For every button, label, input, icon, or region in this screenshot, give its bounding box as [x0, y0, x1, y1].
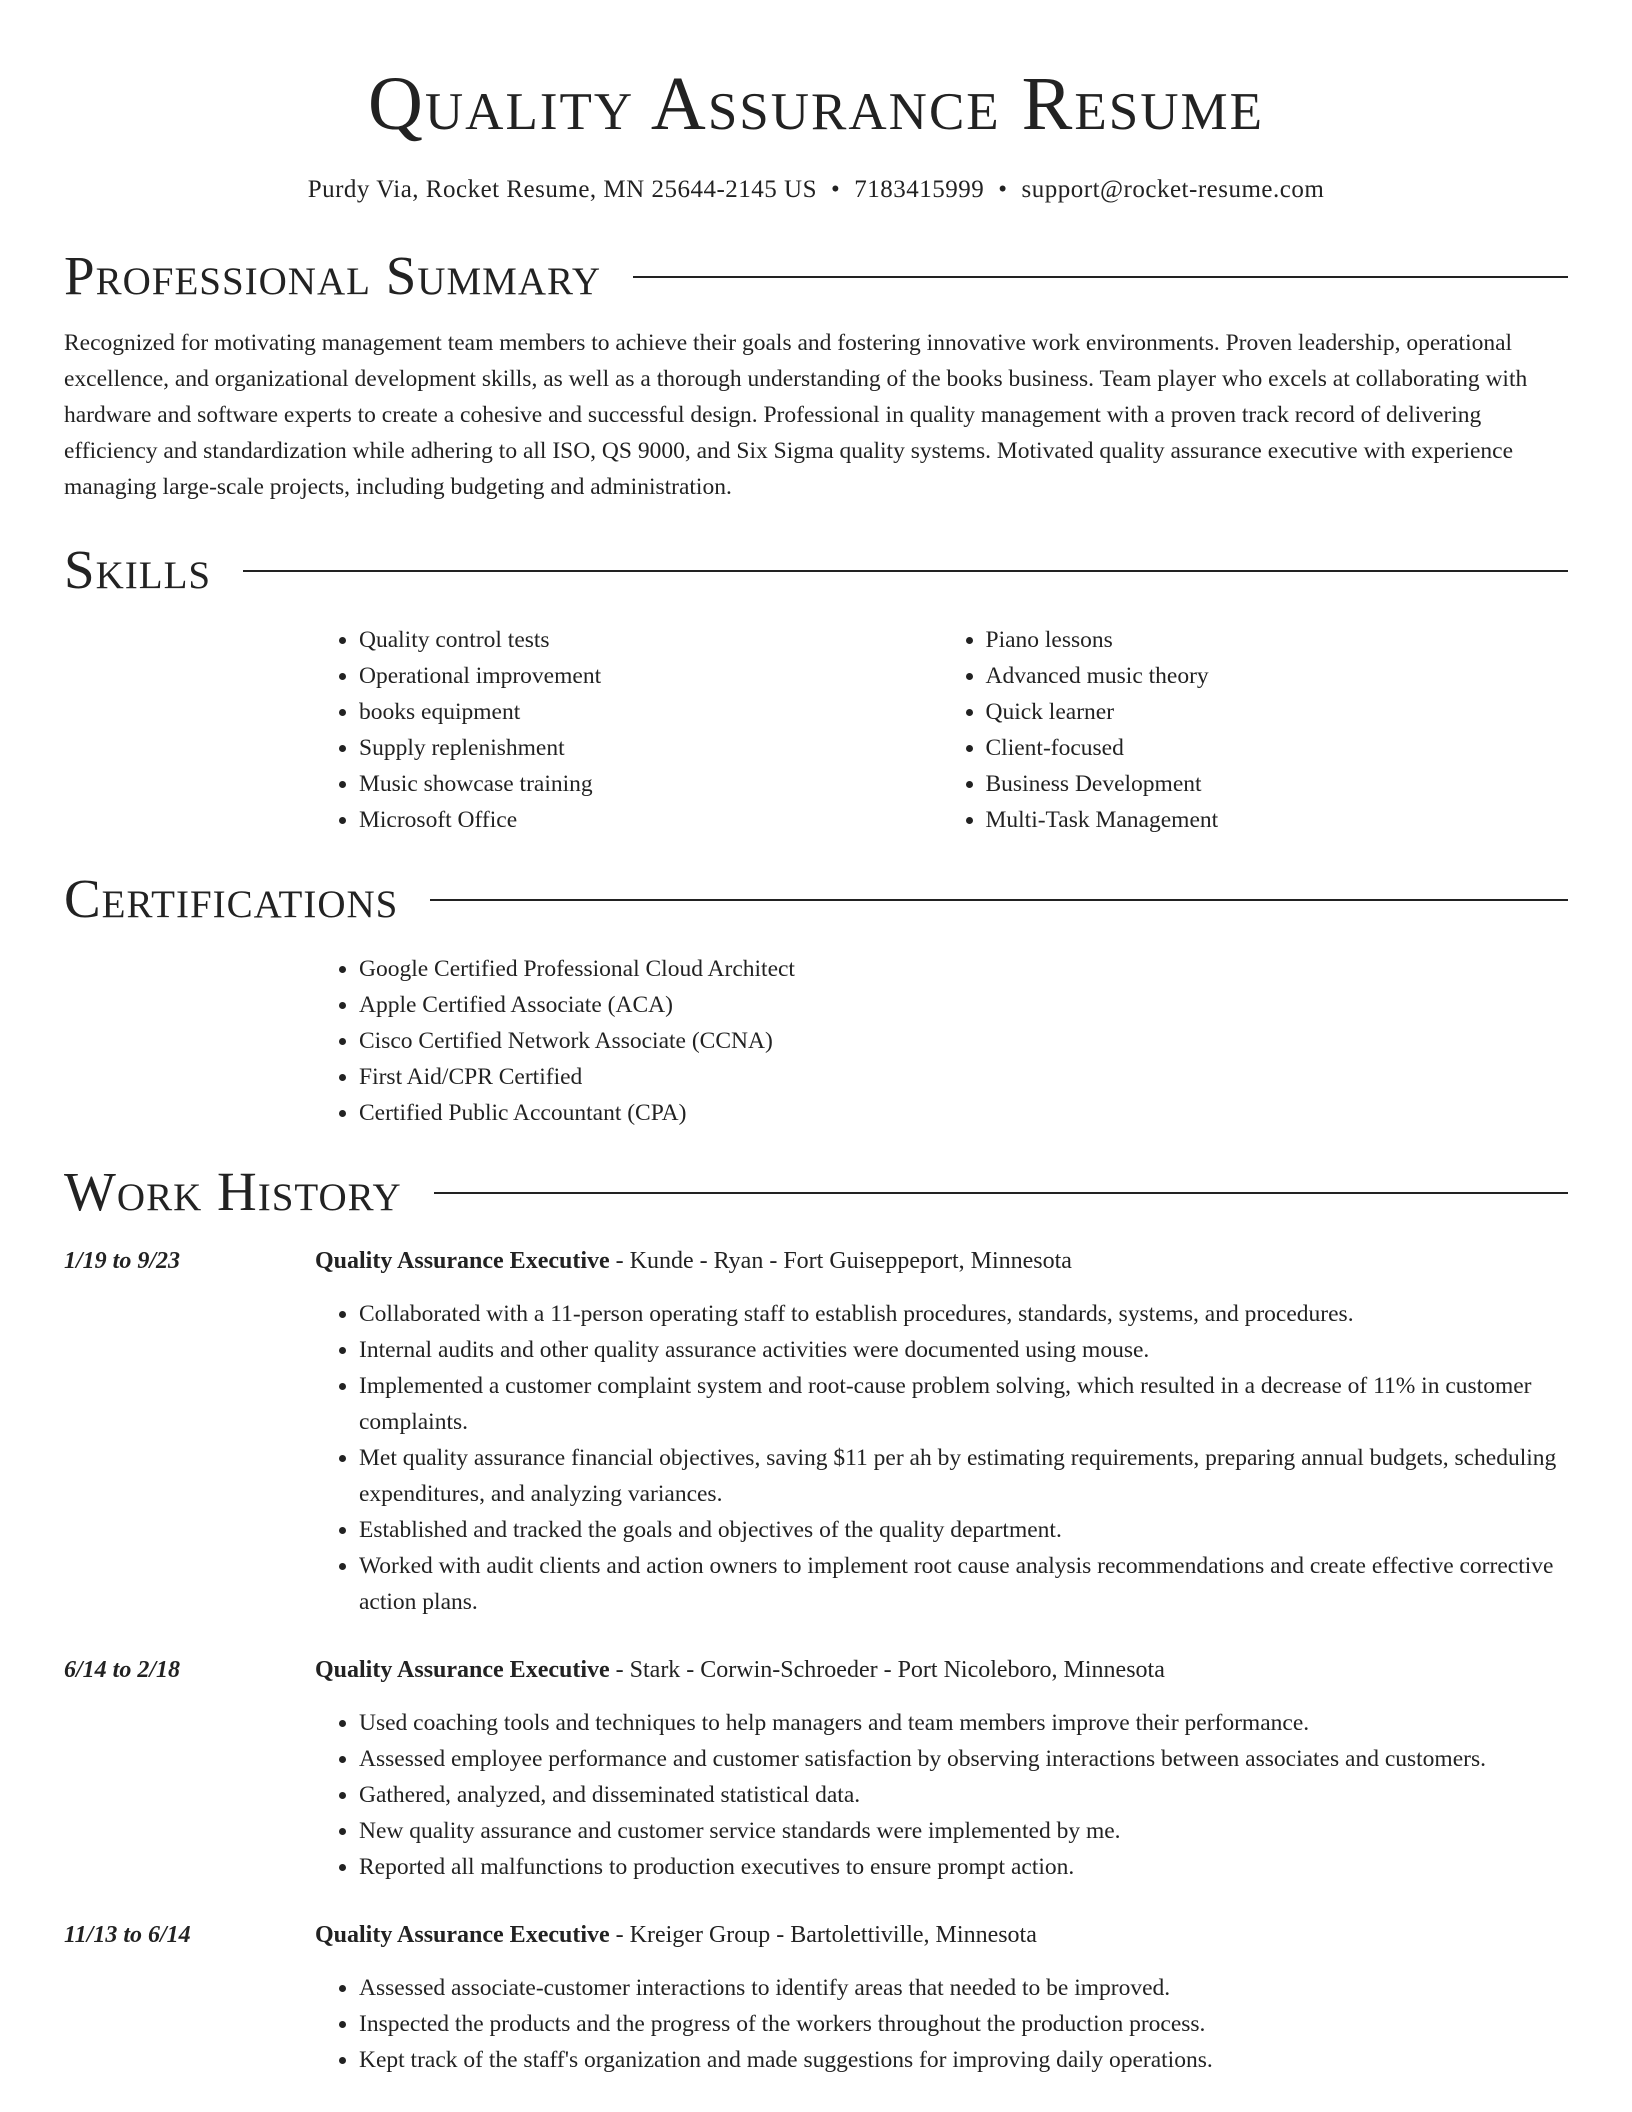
job-entry: [64, 1917, 1568, 2078]
job-bullet: • Inspected the products and the progress of the workers throughout the production process.: [359, 2006, 1568, 2042]
job-bullet: • Gathered, analyzed, and disseminated statistical data.: [359, 1777, 1568, 1813]
contact-address: Purdy Via, Rocket Resume, MN 25644-2145 US: [307, 176, 817, 203]
skills-list-left: [315, 622, 942, 838]
job-bullets: [315, 1296, 1568, 1620]
certifications-section-title: Certifications: [64, 868, 399, 929]
resume-page: [64, 0, 1568, 2078]
resume-title: Quality Assurance Resume: [368, 62, 1264, 146]
section-divider: [430, 899, 1568, 901]
section-divider: [243, 570, 1568, 572]
skills-columns: [315, 622, 1568, 838]
job-bullets: [315, 1705, 1568, 1885]
job-dates: 11/13 to 6/14: [64, 1922, 191, 1948]
job-entry: [64, 1243, 1568, 1620]
job-heading: [315, 1243, 1072, 1279]
summary-section-title: Professional Summary: [64, 245, 602, 306]
job-details: - Kreiger Group - Bartolettiville, Minnesota: [609, 1922, 1037, 1948]
job-bullet: • Assessed employee performance and customer satisfaction by observing interactions between associates and customers.: [359, 1741, 1568, 1777]
skill-item: • Piano lessons: [986, 622, 1569, 658]
job-bullet: • Met quality assurance financial objectives, saving $11 per ah by estimating requirements, preparing annual budgets, scheduling expenditures, and analyzing variances.: [359, 1440, 1568, 1512]
job-header-row: [64, 1917, 1568, 1953]
certification-item: • Cisco Certified Network Associate (CCNA): [359, 1023, 1568, 1059]
skill-item: • Quick learner: [986, 694, 1569, 730]
skills-list-right: [942, 622, 1569, 838]
job-heading: [315, 1917, 1037, 1953]
contact-phone: 7183415999: [854, 176, 985, 203]
work-section-title: Work History: [64, 1161, 402, 1222]
skill-item: • Microsoft Office: [359, 802, 942, 838]
job-bullet: • Reported all malfunctions to production executives to ensure prompt action.: [359, 1849, 1568, 1885]
summary-text: Recognized for motivating management team members to achieve their goals and fostering innovative work environments. Proven leadership, operational excellence, and organizational development skills, as well as a thorough understanding of the books business. Team player who excels at collaborating with hardware and software experts to create a cohesive and successful design. Professional in quality management with a proven track record of delivering efficiency and standardization while adhering to all ISO, QS 9000, and Six Sigma quality systems. Motivated quality assurance executive with experience managing large-scale projects, including budgeting and administration.: [64, 330, 1528, 500]
job-bullet: • Worked with audit clients and action owners to implement root cause analysis recommendations and create effective corrective action plans.: [359, 1548, 1568, 1620]
work-section-header: [64, 1157, 1568, 1227]
job-bullet: • Implemented a customer complaint system and root-cause problem solving, which resulted in a decrease of 11% in customer complaints.: [359, 1368, 1568, 1440]
job-position: Quality Assurance Executive: [315, 1657, 610, 1683]
contact-separator: •: [830, 176, 841, 203]
job-header-row: [64, 1243, 1568, 1279]
certifications-section-header: [64, 864, 1568, 934]
skills-section-header: [64, 535, 1568, 605]
job-bullet: • Assessed associate-customer interactions to identify areas that needed to be improved.: [359, 1970, 1568, 2006]
skill-item: • Supply replenishment: [359, 730, 942, 766]
job-bullet: • Internal audits and other quality assurance activities were documented using mouse.: [359, 1332, 1568, 1368]
job-entry: [64, 1652, 1568, 1885]
certification-item: • Google Certified Professional Cloud Architect: [359, 951, 1568, 987]
job-bullet: • Used coaching tools and techniques to help managers and team members improve their performance.: [359, 1705, 1568, 1741]
job-heading: [315, 1652, 1165, 1688]
skills-section-title: Skills: [64, 539, 212, 600]
section-divider: [434, 1192, 1568, 1194]
contact-email: support@rocket-resume.com: [1021, 176, 1325, 203]
job-bullets: [315, 1970, 1568, 2078]
skill-item: • Multi-Task Management: [986, 802, 1569, 838]
contact-line: [64, 176, 1568, 204]
skill-item: • Music showcase training: [359, 766, 942, 802]
job-header-row: [64, 1652, 1568, 1688]
job-bullet: • Kept track of the staff's organization and made suggestions for improving daily operations.: [359, 2042, 1568, 2078]
skill-item: • Business Development: [986, 766, 1569, 802]
job-dates: 1/19 to 9/23: [64, 1248, 181, 1274]
skill-item: • Client-focused: [986, 730, 1569, 766]
job-bullet: • Established and tracked the goals and objectives of the quality department.: [359, 1512, 1568, 1548]
skill-item: • Quality control tests: [359, 622, 942, 658]
job-bullet: • New quality assurance and customer service standards were implemented by me.: [359, 1813, 1568, 1849]
skill-item: • books equipment: [359, 694, 942, 730]
summary-section-header: [64, 241, 1568, 311]
contact-separator: •: [998, 176, 1008, 203]
skill-item: • Advanced music theory: [986, 658, 1569, 694]
skill-item: • Operational improvement: [359, 658, 942, 694]
job-position: Quality Assurance Executive: [315, 1248, 610, 1274]
certification-item: • First Aid/CPR Certified: [359, 1059, 1568, 1095]
job-bullet: • Collaborated with a 11-person operating staff to establish procedures, standards, systems, and procedures.: [359, 1296, 1568, 1332]
job-dates: 6/14 to 2/18: [64, 1657, 181, 1683]
certifications-list: [315, 951, 1568, 1131]
certification-item: • Apple Certified Associate (ACA): [359, 987, 1568, 1023]
section-divider: [633, 276, 1568, 278]
job-details: - Stark - Corwin-Schroeder - Port Nicoleboro, Minnesota: [609, 1657, 1165, 1683]
job-details: - Kunde - Ryan - Fort Guiseppeport, Minnesota: [609, 1248, 1072, 1274]
certification-item: • Certified Public Accountant (CPA): [359, 1095, 1568, 1131]
job-position: Quality Assurance Executive: [315, 1922, 610, 1948]
